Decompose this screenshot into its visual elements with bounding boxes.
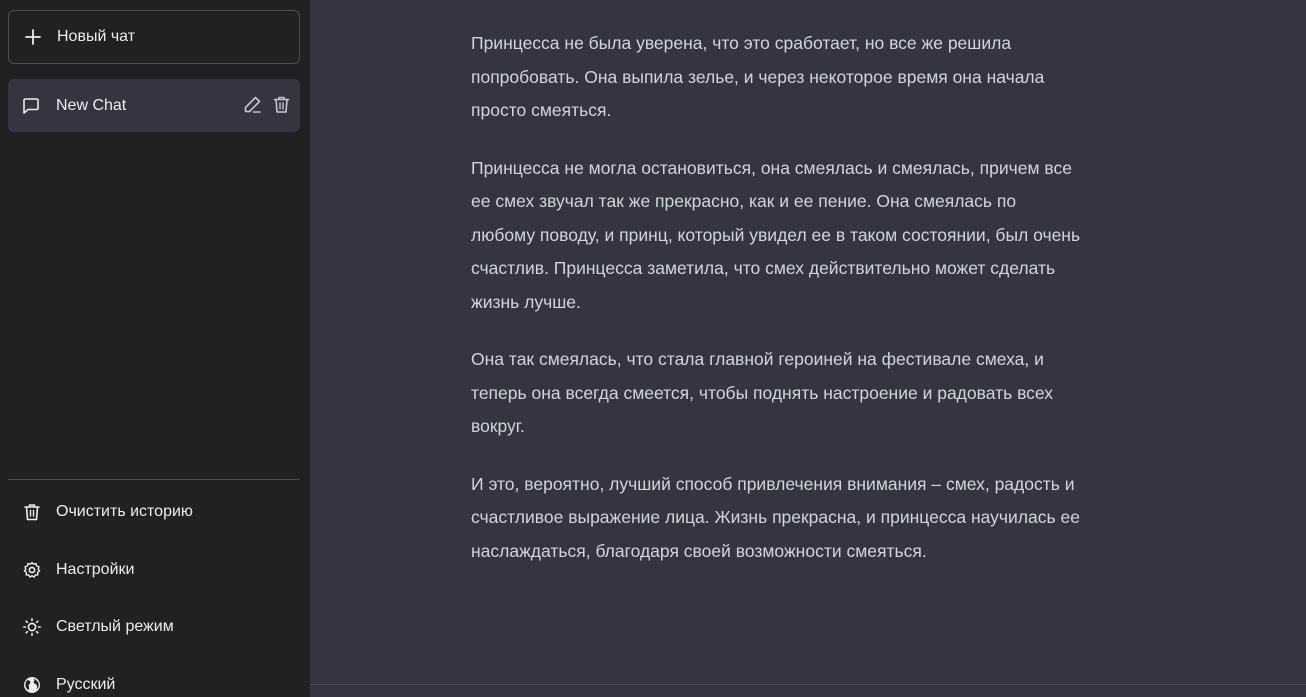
chat-title: New Chat: [56, 96, 127, 114]
edit-icon[interactable]: [243, 95, 262, 114]
message-paragraph: И это, вероятно, лучший способ привлечения внимания – смех, радость и счастливое выражение лица. Жизнь прекрасна, и принцесса научилась ее наслаждаться, благодаря своей возможности смеяться.: [471, 473, 1080, 561]
light-mode-button[interactable]: [8, 603, 300, 651]
settings-label: Настройки: [56, 561, 135, 578]
globe-icon: [23, 676, 41, 694]
settings-button[interactable]: [8, 546, 300, 594]
light-mode-label: Светлый режим: [56, 618, 174, 635]
language-button[interactable]: [8, 661, 300, 697]
chat-list-item[interactable]: [8, 79, 300, 132]
settings-icon: [23, 561, 41, 579]
conversation-area: [310, 0, 1306, 697]
plus-icon: [24, 28, 42, 46]
trash-icon: [23, 503, 41, 521]
clear-history-label: Очистить историю: [56, 503, 193, 520]
sidebar-divider: [8, 479, 300, 480]
language-label: Русский: [56, 676, 116, 693]
new-chat-label: Новый чат: [57, 28, 136, 45]
message-paragraph: Принцесса не была уверена, что это сработает, но все же решила попробовать. Она выпила зелье, и через некоторое время она начала просто смеяться.: [471, 33, 1045, 120]
assistant-message: [471, 27, 1081, 592]
clear-history-button[interactable]: [8, 488, 300, 536]
message-square-icon: [22, 97, 40, 115]
new-chat-button[interactable]: [8, 10, 300, 64]
sun-icon: [23, 618, 41, 636]
sidebar: [0, 0, 310, 697]
message-divider: [310, 684, 1306, 685]
message-paragraph: Принцесса не могла остановиться, она смеялась и смеялась, причем все ее смех звучал так же прекрасно, как и ее пение. Она смеялась по любому поводу, и принц, который увидел ее в таком состоянии, был очень счастлив. Принцесса заметила, что смех действительно может сделать жизнь лучше.: [471, 157, 1081, 312]
chat-actions: [243, 95, 291, 114]
delete-icon[interactable]: [272, 95, 291, 114]
message-paragraph: Она так смеялась, что стала главной героиней на фестивале смеха, и теперь она всегда смеется, чтобы поднять настроение и радовать всех вокруг.: [471, 349, 1054, 436]
